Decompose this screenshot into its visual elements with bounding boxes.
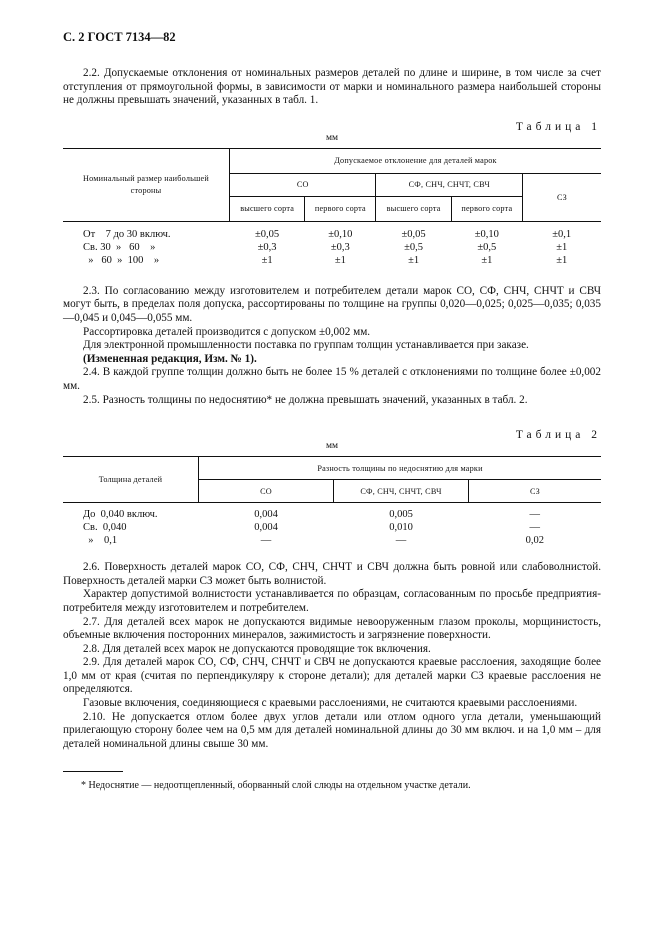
- t1-cell: ±1: [481, 254, 493, 266]
- t1-cell: ±0,05: [255, 228, 280, 240]
- table-row: [63, 534, 601, 547]
- t1-row-label: » 60 » 100 »: [83, 254, 160, 266]
- clause-2-6: 2.6. Поверхность деталей марок СО, СФ, СНЧ, СНЧТ и СВЧ должна быть ровной или слабоволнистой. Поверхность деталей марки СЗ может быть волнистой.: [63, 561, 601, 587]
- clause-2-8: 2.8. Для деталей всех марок не допускаются проводящие ток включения.: [83, 642, 431, 655]
- clause-2-3-electronics: Для электронной промышленности поставка по группам толщин устанавливается при заказе.: [83, 339, 529, 352]
- table1-units: мм: [325, 132, 339, 143]
- t2-cell: —: [395, 535, 407, 547]
- t1-cell: ±1: [556, 254, 568, 266]
- t1-grade-first: первого сорта: [305, 196, 376, 221]
- footnote: * Недоснятие — недоотщепленный, оборванный слой слюды на отдельном участке детали.: [81, 780, 471, 792]
- clause-2-7: 2.7. Для деталей всех марок не допускаются видимые невооруженным глазом проколы, морщинистость, объемные включения посторонних минералов, зажимистость и загрязнение поверхности.: [63, 615, 601, 642]
- clause-2-9-gas: Газовые включения, соединяющиеся с краевыми расслоениями, не считаются краевыми расслоениями.: [83, 697, 578, 710]
- t2-col-group: Разность толщины по недоснятию для марки: [199, 457, 602, 480]
- t1-grade-high: высшего сорта: [376, 196, 451, 221]
- clause-2-2: 2.2. Допускаемые отклонения от номинальных размеров деталей по длине и ширине, в том числе за счет отступления от прямоугольной формы, в зависимости от марки и номинального размера наибольшей стороны не должны превышать значений, указанных в табл. 1.: [63, 67, 601, 107]
- t2-cell: 0,02: [525, 535, 544, 547]
- t1-col-size: Номинальный размер наибольшей стороны: [63, 148, 230, 221]
- t1-col-sz: СЗ: [523, 173, 602, 221]
- t1-cell: ±1: [261, 254, 273, 266]
- table-row: [63, 508, 601, 521]
- clause-2-3-sorting: Рассортировка деталей производится с допуском ±0,002 мм.: [83, 325, 371, 338]
- t2-col-thickness: Толщина деталей: [63, 457, 199, 503]
- table-row: [63, 521, 601, 534]
- t2-row-label: До 0,040 включ.: [83, 509, 158, 521]
- clause-2-6-waviness: Характер допустимой волнистости устанавливается по образцам, согласованным по просьбе предприятия-потребителя между изготовителем и потребителем.: [63, 588, 601, 614]
- t2-cell: —: [529, 522, 540, 534]
- t1-cell: ±0,3: [330, 241, 350, 253]
- t2-cell: 0,004: [254, 522, 278, 534]
- t1-col-co: СО: [230, 173, 376, 196]
- table-row: [63, 228, 601, 241]
- t2-cell: 0,005: [389, 509, 413, 521]
- t1-cell: ±0,1: [552, 228, 572, 240]
- table2-caption: Таблица 2: [515, 429, 601, 442]
- clause-2-3: 2.3. По согласованию между изготовителем и потребителем детали марок СО, СФ, СНЧ, СНЧТ и СВЧ могут быть, в пределах поля допуска, рассортированы по толщине на группы 0,020—0,025; 0,025—0,035; 0,035—0,045 и 0,045—0,055 мм.: [63, 284, 601, 324]
- t1-cell: ±0,3: [257, 241, 277, 253]
- t2-col-co: СО: [199, 480, 334, 503]
- page-header: С. 2 ГОСТ 7134—82: [63, 30, 176, 44]
- t2-cell: 0,004: [254, 509, 278, 521]
- t1-col-sf: СФ, СНЧ, СНЧТ, СВЧ: [376, 173, 523, 196]
- table-2: [63, 456, 601, 547]
- t1-cell: ±1: [334, 254, 346, 266]
- t1-cell: ±0,5: [477, 241, 497, 253]
- t1-cell: ±0,10: [328, 228, 353, 240]
- t2-cell: 0,010: [389, 522, 413, 534]
- table-1: [63, 148, 601, 267]
- t1-grade-first: первого сорта: [451, 196, 522, 221]
- clause-2-10: 2.10. Не допускается отлом более двух углов детали или отлом одного угла детали, уменьшающий прилегающую сторону более чем на 0,5 мм для деталей номинальной длины до 30 мм включ. и на 1,0 мм – для деталей номинальной длины свыше 30 мм.: [63, 710, 601, 750]
- t1-cell: ±0,5: [404, 241, 424, 253]
- clause-2-9: 2.9. Для деталей марок СО, СФ, СНЧ, СНЧТ и СВЧ не допускаются краевые расслоения, заходящие более 1,0 мм от края (считая по перпендикуляру к стороне детали); для деталей марки СЗ краевые расслоения не определяются.: [63, 656, 601, 696]
- table-row: [63, 254, 601, 267]
- table-row: [63, 241, 601, 254]
- t1-grade-high: высшего сорта: [230, 196, 305, 221]
- t2-row-label: » 0,1: [83, 535, 118, 547]
- footnote-divider: [63, 771, 123, 772]
- t1-cell: ±0,05: [401, 228, 426, 240]
- amendment-note: (Измененная редакция, Изм. № 1).: [83, 352, 257, 365]
- document-page: [63, 30, 601, 793]
- table1-caption: Таблица 1: [515, 120, 601, 133]
- t1-cell: ±1: [408, 254, 420, 266]
- t2-row-label: Св. 0,040: [83, 522, 127, 534]
- t2-col-sf: СФ, СНЧ, СНЧТ, СВЧ: [334, 480, 469, 503]
- t1-cell: ±1: [556, 241, 568, 253]
- t1-row-label: От 7 до 30 включ.: [83, 228, 171, 240]
- t2-cell: —: [260, 535, 272, 547]
- t1-cell: ±0,10: [474, 228, 499, 240]
- t2-col-sz: СЗ: [469, 480, 602, 503]
- clause-2-4: 2.4. В каждой группе толщин должно быть не более 15 % деталей с отклонениями по толщине более ±0,002 мм.: [63, 366, 601, 392]
- t1-row-label: Св. 30 » 60 »: [83, 241, 156, 253]
- table2-units: мм: [325, 441, 339, 452]
- t1-col-group: Допускаемое отклонение для деталей марок: [230, 148, 602, 173]
- clause-2-5: 2.5. Разность толщины по недоснятию* не должна превышать значений, указанных в табл. 2.: [83, 393, 528, 406]
- t2-cell: —: [529, 509, 540, 521]
